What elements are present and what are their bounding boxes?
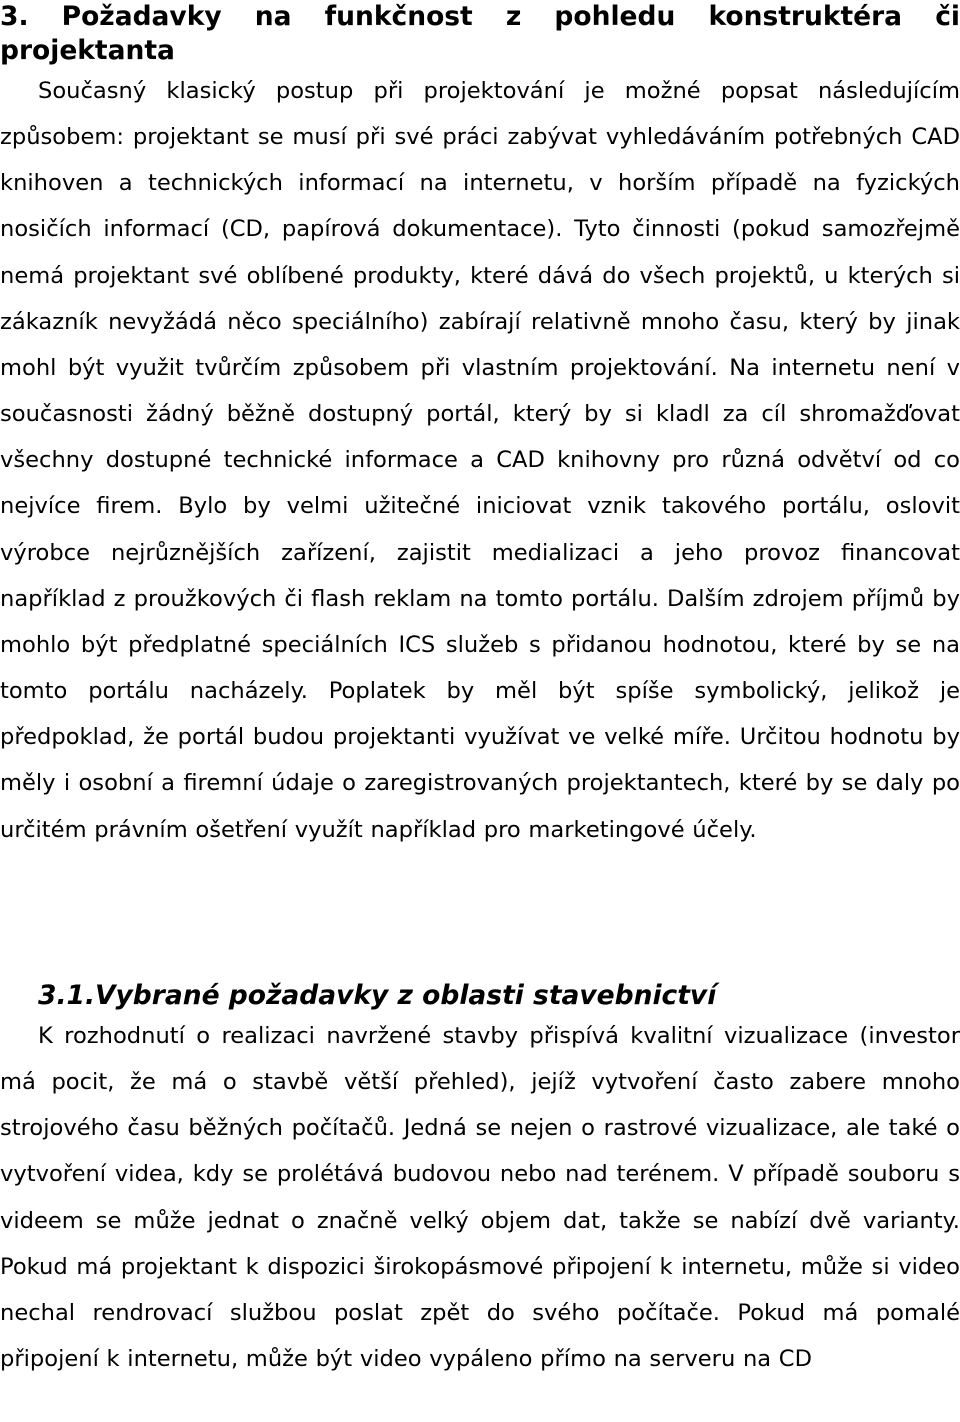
section-heading: 3. Požadavky na funkčnost z pohledu konstruktéra či projektanta <box>0 1 960 66</box>
section-paragraph: Současný klasický postup při projektování je možné popsat následujícím způsobem: projektant se musí při své práci zabývat vyhledáváním potřebných CAD knihoven a technických informací na internetu, v horším případě na fyzických nosičích informací (CD, papírová dokumentace). Tyto činnosti (pokud samozřejmě nemá projektant své oblíbené produkty, které dává do všech projektů, u kterých si zákazník nevyžádá něco speciálního) zabírají relativně mnoho času, který by jinak mohl být využit tvůrčím způsobem při vlastním projektování. Na internetu není v současnosti žádný běžně dostupný portál, který by si kladl za cíl shromažďovat všechny dostupné technické informace a CAD knihovny pro různá odvětví od co nejvíce firem. Bylo by velmi užitečné iniciovat vznik takového portálu, oslovit výrobce nejrůznějších zařízení, zajistit medializaci a jeho provoz financovat například z proužkových či flash reklam na tomto portálu. Dalším zdrojem příjmů by mohlo být předplatné speciálních ICS služeb s přidanou hodnotou, které by se na tomto portálu nacházely. Poplatek by měl být spíše symbolický, jelikož je předpoklad, že portál budou projektanti využívat ve velké míře. Určitou hodnotu by měly i osobní a firemní údaje o zaregistrovaných projektantech, které by se daly po určitém právním ošetření využít například pro marketingové účely. <box>0 78 960 843</box>
subsection-heading: 3.1.Vybrané požadavky z oblasti stavebnictví <box>38 980 717 1011</box>
subsection-paragraph: K rozhodnutí o realizaci navržené stavby přispívá kvalitní vizualizace (investor má pocit, že má o stavbě větší přehled), jejíž vytvoření často zabere mnoho strojového času běžných počítačů. Jedná se nejen o rastrové vizualizace, ale také o vytvoření videa, kdy se prolétává budovou nebo nad terénem. V případě souboru s videem se může jednat o značně velký objem dat, takže se nabízí dvě varianty. Pokud má projektant k dispozici širokopásmové připojení k internetu, může si video nechal rendrovací službou poslat zpět do svého počítače. Pokud má pomalé připojení k internetu, může být video vypáleno přímo na serveru na CD <box>0 1023 960 1373</box>
